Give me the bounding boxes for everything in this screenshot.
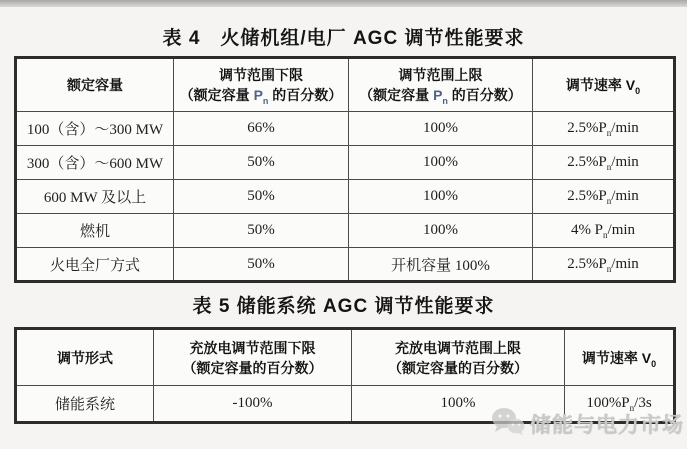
- rate-pre: 2.5%P: [567, 255, 607, 272]
- header-line1: 充放电调节范围上限: [395, 339, 521, 356]
- rate-pre: 100%P: [586, 395, 630, 411]
- header-line2: （额定容量的百分数）: [388, 359, 528, 376]
- cell-capacity: 火电全厂方式: [16, 248, 174, 282]
- header-line2: [349, 85, 532, 105]
- header-line1: 调节范围上限: [398, 67, 483, 83]
- cell-rate: [533, 180, 675, 214]
- watermark: [491, 407, 684, 440]
- table-row: [16, 112, 675, 146]
- table-row: [16, 180, 675, 214]
- cell-capacity: 300（含）～600 MW: [16, 146, 174, 180]
- table5-header-form: 调节形式: [16, 329, 154, 386]
- v0-subscript: 0: [635, 85, 641, 96]
- rate-post: /min: [611, 154, 639, 170]
- pn-symbol: P: [433, 87, 443, 103]
- rate-post: /min: [611, 255, 639, 272]
- cell-rate: [533, 146, 675, 180]
- v0-subscript: 0: [651, 358, 657, 369]
- cell-upper: 100%: [349, 146, 533, 180]
- cell-upper: 100%: [352, 386, 565, 423]
- pn-subscript: n: [606, 162, 612, 172]
- cell-lower: 50%: [174, 248, 349, 282]
- table5-header-upper: [352, 329, 565, 386]
- table4-agc-thermal: [14, 56, 676, 283]
- header-line1: 调节范围下限: [219, 67, 303, 83]
- rate-pre: 2.5%P: [567, 188, 607, 204]
- table4-header-capacity: 额定容量: [16, 58, 174, 112]
- rate-post: /3s: [634, 395, 652, 411]
- rate-pre: 2.5%P: [567, 120, 607, 136]
- rate-post: /min: [607, 222, 636, 238]
- table-row: [16, 146, 675, 180]
- header-paren-pre: （额定容量: [179, 87, 254, 103]
- cell-rate: [533, 214, 675, 248]
- table5-header-rate: [565, 329, 675, 386]
- rate-pre: 4% P: [570, 222, 604, 238]
- cell-lower: -100%: [154, 386, 352, 423]
- cell-lower: 66%: [174, 112, 349, 146]
- pn-symbol: P: [253, 87, 263, 103]
- table5-header-row: [16, 329, 675, 386]
- table4-header-lower: [174, 58, 349, 112]
- cell-capacity: 燃机: [16, 214, 174, 248]
- rate-pre: 2.5%P: [567, 154, 607, 170]
- rate-label: 调节速率 V: [565, 77, 636, 93]
- cell-upper: 100%: [349, 180, 533, 214]
- table-row: [16, 248, 675, 282]
- pn-subscript: n: [603, 230, 608, 240]
- header-line2: （额定容量的百分数）: [182, 359, 323, 376]
- table4-header-rate: [533, 58, 675, 112]
- table4-header-upper: [349, 58, 533, 112]
- header-paren-post: 的百分数）: [268, 87, 343, 103]
- scan-edge-strip: [0, 0, 687, 7]
- header-line2: [174, 85, 348, 105]
- cell-form: 储能系统: [16, 386, 154, 423]
- table4-title: 表 4 火储机组/电厂 AGC 调节性能要求: [162, 28, 525, 49]
- cell-lower: 50%: [174, 180, 349, 214]
- header-paren-pre: （额定容量: [359, 87, 434, 103]
- pn-subscript: n: [606, 128, 612, 138]
- table5-header-lower: [154, 329, 352, 386]
- wechat-icon: [491, 407, 525, 440]
- cell-lower: 50%: [174, 146, 349, 180]
- cell-upper: 100%: [349, 214, 533, 248]
- pn-subscript: n: [442, 95, 448, 106]
- rate-post: /min: [611, 120, 639, 136]
- pn-subscript: n: [606, 196, 612, 206]
- pn-subscript: n: [629, 403, 635, 413]
- cell-lower: 50%: [174, 214, 349, 248]
- table5-title: 表 5 储能系统 AGC 调节性能要求: [192, 296, 495, 317]
- header-paren-post: 的百分数）: [447, 87, 522, 103]
- watermark-label: 储能与电力市场: [530, 413, 684, 437]
- rate-post: /min: [611, 188, 639, 204]
- cell-rate: [533, 248, 675, 282]
- table-row: [16, 214, 675, 248]
- cell-capacity: 600 MW 及以上: [16, 180, 174, 214]
- pn-subscript: n: [262, 95, 269, 106]
- table4-header-row: [16, 58, 675, 112]
- cell-upper: 100%: [349, 112, 533, 146]
- cell-capacity: 100（含）～300 MW: [16, 112, 174, 146]
- pn-subscript: n: [606, 263, 612, 274]
- cell-rate: [533, 112, 675, 146]
- cell-upper: 开机容量 100%: [349, 248, 533, 282]
- rate-label: 调节速率 V: [581, 349, 652, 366]
- header-line1: 充放电调节范围下限: [189, 339, 316, 356]
